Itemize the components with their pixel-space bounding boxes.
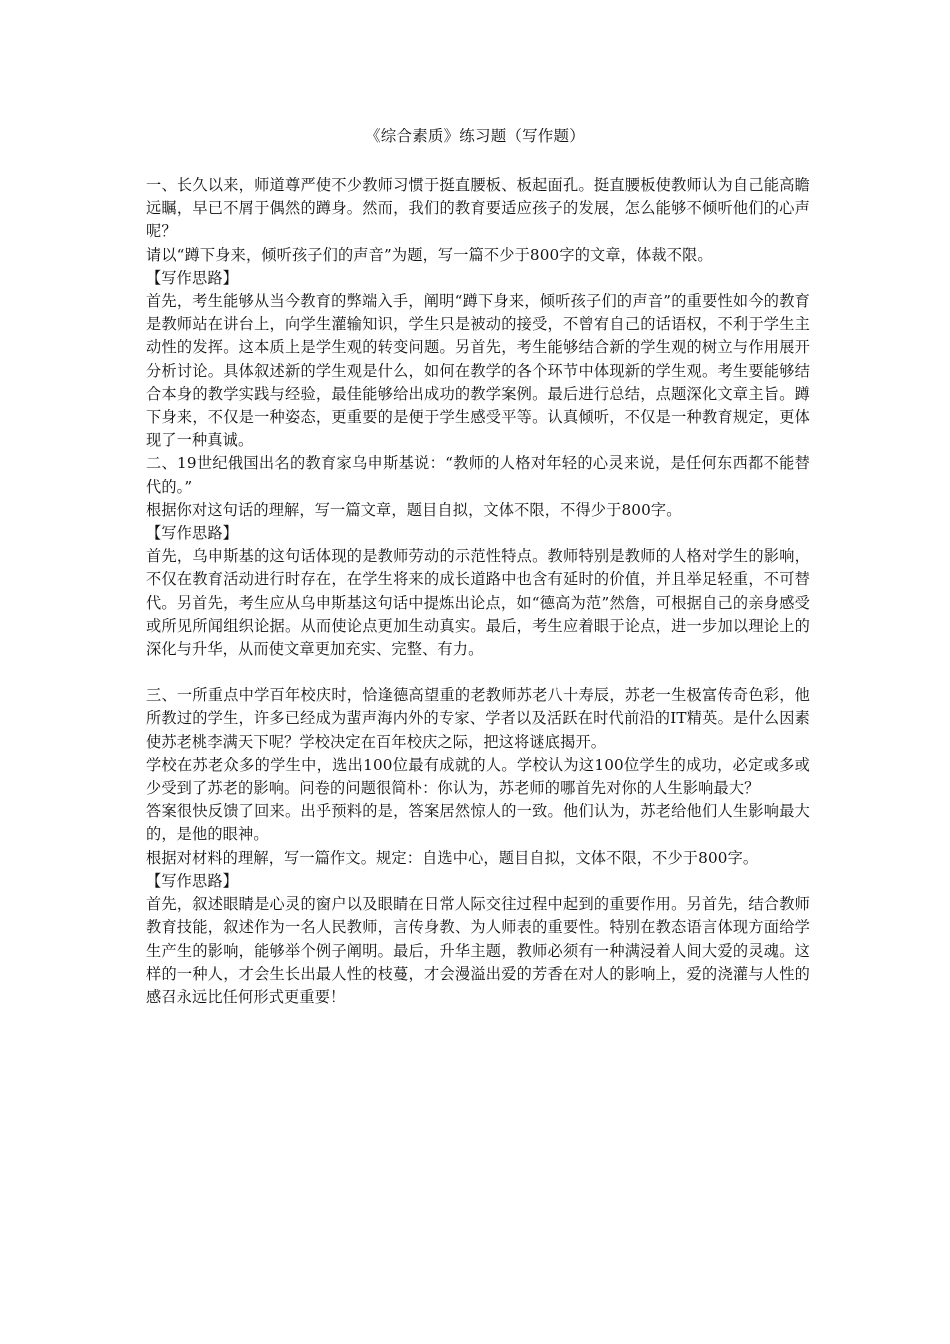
question-1-idea-heading: 【写作思路】 <box>146 268 239 287</box>
question-3-material-result: 答案很快反馈了回来。出乎预料的是，答案居然惊人的一致。他们认为，苏老给他们人生影响最大的，是他的眼神。 <box>146 802 810 844</box>
document-title: 《综合素质》练习题（写作题） <box>365 127 585 145</box>
section-spacer <box>146 661 810 684</box>
question-1-idea-text: 首先，考生能够从当今教育的弊端入手，阐明“蹲下身来，倾听孩子们的声音”的重要性如今的教育是教师站在讲台上，向学生灌输知识，学生只是被动的接受，不曾宥自己的话语权，不利于学生主动性的发挥。这本质上是学生观的转变问题。另首先，考生能够结合新的学生观的树立与作用展开分析讨论。具体叙述新的学生观是什么，如何在教学的各个环节中体现新的学生观。考生要能够结合本身的教学实践与经验，最佳能够给出成功的教学案例。最后进行总结，点题深化文章主旨。蹲下身来，不仅是一种姿态，更重要的是便于学生感受平等。认真倾听，不仅是一种教育规定，更体现了一种真诚。 <box>146 292 810 450</box>
question-3-requirement: 根据对材料的理解，写一篇作文。规定：自选中心，题目自拟，文体不限，不少于800字。 <box>146 848 759 867</box>
question-1-requirement: 请以“蹲下身来，倾听孩子们的声音”为题，写一篇不少于800字的文章，体裁不限。 <box>146 245 713 264</box>
question-3-idea-text: 首先，叙述眼睛是心灵的窗户以及眼睛在日常人际交往过程中起到的重要作用。另首先，结合教师教育技能，叙述作为一名人民教师，言传身教、为人师表的重要性。特别在教态语言体现方面给学生产生的影响，能够举个例子阐明。最后，升华主题，教师必须有一种满浸着人间大爱的灵魂。这样的一种人，才会生长出最人性的枝蔓，才会漫溢出爱的芳香在对人的影响上，爱的浇灌与人性的感召永远比任何形式更重要！ <box>146 895 810 1006</box>
question-3-prompt: 三、一所重点中学百年校庆时，恰逢德高望重的老教师苏老八十寿辰，苏老一生极富传奇色彩，他所教过的学生，许多已经成为蜚声海内外的专家、学者以及活跃在时代前沿的IT精英。是什么因素使苏老桃李满天下呢？学校决定在百年校庆之际，把这将谜底揭开。 <box>146 686 810 751</box>
question-2-idea-heading: 【写作思路】 <box>146 524 239 543</box>
question-3-idea-heading: 【写作思路】 <box>146 871 239 890</box>
document-body <box>146 174 810 1009</box>
question-2-idea-text: 首先，乌申斯基的这句话体现的是教师劳动的示范性特点。教师特别是教师的人格对学生的影响，不仅在教育活动进行时存在，在学生将来的成长道路中也含有延时的价值，并且举足轻重，不可替代。另首先，考生应从乌申斯基这句话中提炼出论点，如“德高为范”然詹，可根据自己的亲身感受或所见所闻组织论据。从而使论点更加生动真实。最后，考生应着眼于论点，进一步加以理论上的深化与升华，从而使文章更加充实、完整、有力。 <box>146 547 810 659</box>
question-1-prompt: 一、长久以来，师道尊严使不少教师习惯于挺直腰板、板起面孔。挺直腰板使教师认为自己能高瞻远瞩，早已不屑于偶然的蹲身。然而，我们的教育要适应孩子的发展，怎么能够不倾听他们的心声呢？ <box>146 176 810 241</box>
question-3-material: 学校在苏老众多的学生中，选出100位最有成就的人。学校认为这100位学生的成功，必定或多或少受到了苏老的影响。问卷的问题很简朴：你认为，苏老师的哪首先对你的人生影响最大？ <box>146 755 810 798</box>
question-2-requirement: 根据你对这句话的理解，写一篇文章，题目自拟，文体不限，不得少于800字。 <box>146 500 682 519</box>
question-2-prompt: 二、19世纪俄国出名的教育家乌申斯基说：“教师的人格对年轻的心灵来说，是任何东西都不能替代的。” <box>146 454 810 496</box>
